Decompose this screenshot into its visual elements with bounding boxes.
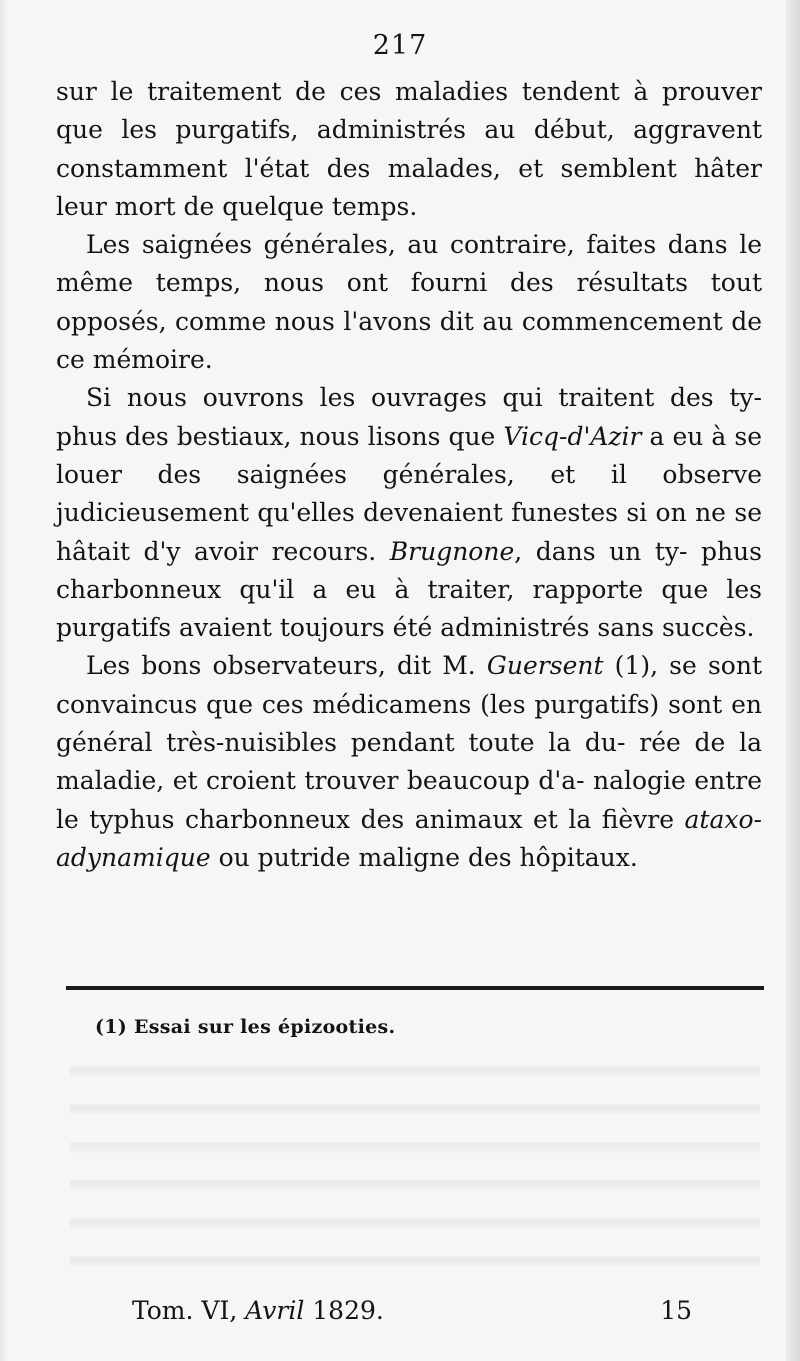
author-name-vicq-d-azir: Vicq-d'Azir: [503, 421, 642, 451]
footnote-separator-rule: [66, 986, 764, 990]
paragraph-3-text-c: , dans un ty- phus charbonneux qu'il a eu à traiter, rapporte que les purgatifs avaient toujours été administrés sans succès.: [56, 536, 762, 643]
paragraph-4-text-a: Les bons observateurs, dit M.: [86, 651, 487, 681]
author-name-guersent: Guersent: [486, 651, 604, 681]
paragraph-3-text-a: Si nous ouvrons les ouvrages qui traitent des ty- phus des bestiaux, nous lisons que: [56, 383, 762, 451]
paragraph-4: [56, 647, 762, 877]
paragraph-3-text-b: a eu à se louer des saignées générales, et il observe judicieusement qu'elles devenaient funestes si on ne se hâtait d'y avoir recours.: [56, 421, 762, 566]
author-name-brugnone: Brugnone: [389, 536, 515, 566]
page-edge-left: [0, 0, 8, 1361]
footer-volume: Tom. VI,: [132, 1296, 246, 1325]
paragraph-1-text: sur le traitement de ces maladies tendent à prouver que les purgatifs, administrés au début, aggravent constamment l'état des malades, et semblent hâter leur mort de quelque temps.: [56, 77, 762, 221]
page-number: 217: [372, 30, 428, 61]
term-ataxo-adynamique: ataxo-adynamique: [56, 804, 762, 872]
paragraph-2: [56, 226, 762, 379]
paragraph-4-text-c: ou putride maligne des hôpitaux.: [210, 842, 638, 872]
paragraph-2-text: Les saignées générales, au contraire, faites dans le même temps, nous ont fourni des résultats tout opposés, comme nous l'avons dit au commencement de ce mémoire.: [56, 230, 762, 375]
footnote: (1) Essai sur les épizooties.: [95, 1016, 396, 1038]
body-text: [56, 73, 762, 877]
footer-volume-date: [132, 1296, 384, 1325]
bleed-through-shading: [70, 1040, 760, 1270]
paragraph-4-text-b: (1), se sont convaincus que ces médicamens (les purgatifs) sont en général très-nuisibles pendant toute la du- rée de la maladie, et croient trouver beaucoup d'a- nalogie entre le typhus charbonneux des animaux et la fièvre: [56, 651, 762, 834]
paragraph-1: [56, 73, 762, 226]
footer-year: 1829.: [304, 1296, 384, 1325]
paragraph-3: [56, 379, 762, 647]
page-edge-right: [786, 0, 800, 1361]
footer-month: Avril: [245, 1296, 305, 1325]
footer-signature-mark: 15: [660, 1296, 692, 1325]
